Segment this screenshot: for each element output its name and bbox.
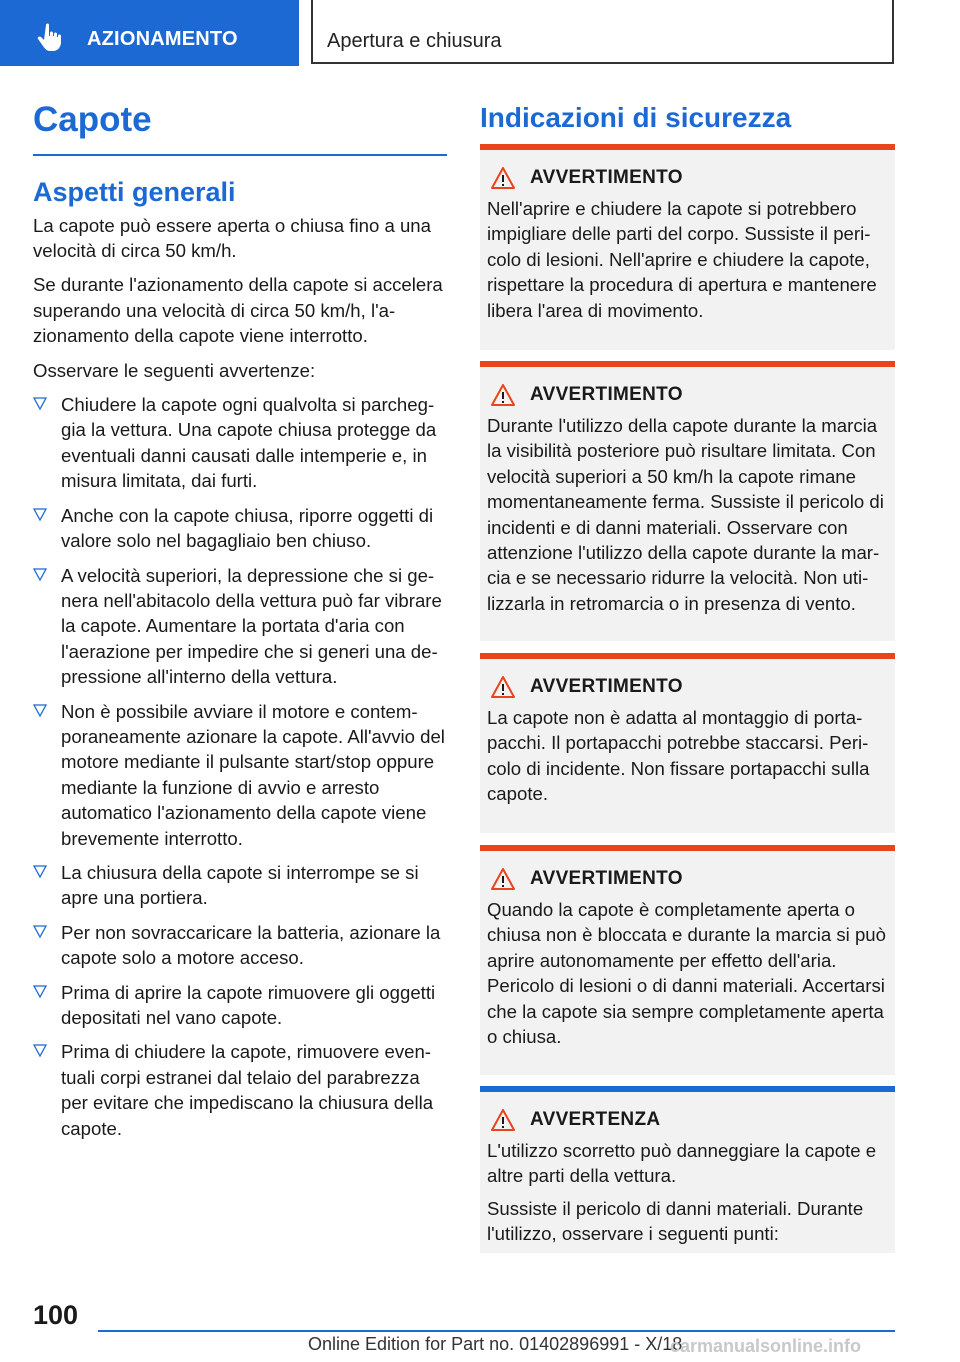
warning-triangle-icon xyxy=(490,1108,516,1132)
list-item: Non è possibile avviare il motore e contemporaneamente azionare la capote. All'avvio del motore mediante il pulsante start/stop oppure mediante la funzione di avvio e arresto automatico l'azionamento della capote viene brevemente interrotto. xyxy=(33,699,447,851)
finger-touch-icon xyxy=(34,21,66,53)
warning-box xyxy=(480,361,895,641)
paragraph: Se durante l'azionamento della capote si accelera superando una velocità di circa 50 km/h, l'azionamento della capote viene interrotto. xyxy=(33,274,443,347)
footer-rule xyxy=(98,1330,895,1332)
triangle-bullet-icon xyxy=(33,925,47,939)
section-tab xyxy=(0,0,299,66)
warning-triangle-icon xyxy=(490,675,516,699)
warning-text: La capote non è adatta al montaggio di portapacchi. Il portapacchi potrebbe staccarsi. Pericolo di incidente. Non fissare portapacchi sulla capote. xyxy=(487,707,870,805)
caution-heading: AVVERTENZA xyxy=(530,1109,661,1130)
list-item: Prima di chiudere la capote, rimuovere eventuali corpi estranei dal telaio del parabrezza per evitare che impediscano la chiusura della capote. xyxy=(33,1039,447,1141)
warning-triangle-icon xyxy=(490,867,516,891)
warning-box xyxy=(480,144,895,350)
list-item: Anche con la capote chiusa, riporre oggetti di valore solo nel bagagliaio ben chiuso. xyxy=(33,503,447,554)
triangle-bullet-icon xyxy=(33,985,47,999)
triangle-bullet-icon xyxy=(33,508,47,522)
triangle-bullet-icon xyxy=(33,704,47,718)
warning-text: Nell'aprire e chiudere la capote si potrebbero impigliare delle parti del corpo. Sussiste il pericolo di lesioni. Nell'aprire e chiudere la capote, rispettare la procedura di apertura e mantenere libera l'area di movimento. xyxy=(487,198,877,321)
list-item: A velocità superiori, la depressione che si genera nell'abitacolo della vettura può far vibrare la capote. Aumentare la portata d'aria con l'aerazione per impedire che si generi una depressione all'interno della vettura. xyxy=(33,563,447,690)
list-item: Prima di aprire la capote rimuovere gli oggetti depositati nel vano capote. xyxy=(33,980,447,1031)
section-subtitle: Aspetti generali xyxy=(33,177,236,208)
section-label: AZIONAMENTO xyxy=(87,28,238,50)
list-item: Per non sovraccaricare la batteria, azionare la capote solo a motore acceso. xyxy=(33,920,447,971)
triangle-bullet-icon xyxy=(33,397,47,411)
bullet-list xyxy=(33,392,447,1141)
caution-box xyxy=(480,1086,895,1253)
triangle-bullet-icon xyxy=(33,1044,47,1058)
warning-triangle-icon xyxy=(490,166,516,190)
triangle-bullet-icon xyxy=(33,568,47,582)
safety-title: Indicazioni di sicurezza xyxy=(480,102,792,133)
watermark: carmanualsonline.info xyxy=(670,1336,862,1356)
triangle-bullet-icon xyxy=(33,865,47,879)
page-title: Capote xyxy=(33,100,152,139)
warning-heading: AVVERTIMENTO xyxy=(530,384,683,405)
caution-text: Sussiste il pericolo di danni materiali. Durante l'utilizzo, osservare i seguenti punti: xyxy=(487,1197,864,1245)
chapter-header xyxy=(311,0,894,64)
page-number: 100 xyxy=(33,1300,79,1330)
paragraph: La capote può essere aperta o chiusa fino a una velocità di circa 50 km/h. xyxy=(33,214,431,262)
caution-text: L'utilizzo scorretto può danneggiare la capote e altre parti della vettura. xyxy=(487,1140,877,1187)
warning-box xyxy=(480,845,895,1075)
warning-text: Quando la capote è completamente aperta o chiusa non è bloccata e durante la marcia si può aprire autonomamente per effetto dell'aria. Pericolo di lesioni o di danni materiali. Accertarsi che la capote sia sempre completamente aperta o chiusa. xyxy=(487,899,886,1048)
warning-box xyxy=(480,653,895,833)
warning-heading: AVVERTIMENTO xyxy=(530,676,683,697)
warning-heading: AVVERTIMENTO xyxy=(530,167,683,188)
title-rule xyxy=(33,154,447,156)
warning-triangle-icon xyxy=(490,383,516,407)
edition-text: Online Edition for Part no. 01402896991 - X/18 xyxy=(308,1334,683,1354)
warning-text: Durante l'utilizzo della capote durante la marcia la visibilità posteriore può risultare limitata. Con velocità superiori a 50 km/h la capote rimane momentaneamente ferma. Sussiste il pericolo di incidenti e di danni materiali. Osservare con attenzione l'utilizzo della capote durante la marcia e se necessario ridurre la velocità. Non utilizzarla in retromarcia o in presenza di vento. xyxy=(487,415,884,614)
warning-heading: AVVERTIMENTO xyxy=(530,868,683,889)
list-item: La chiusura della capote si interrompe se si apre una portiera. xyxy=(33,860,447,911)
chapter-label: Apertura e chiusura xyxy=(327,30,502,52)
right-column xyxy=(480,100,895,1245)
paragraph: Osservare le seguenti avvertenze: xyxy=(33,359,316,381)
list-item: Chiudere la capote ogni qualvolta si parcheggia la vettura. Una capote chiusa protegge da eventuali danni causati dalle intemperie e, in misura limitata, dai furti. xyxy=(33,392,447,494)
left-column xyxy=(33,100,447,1150)
